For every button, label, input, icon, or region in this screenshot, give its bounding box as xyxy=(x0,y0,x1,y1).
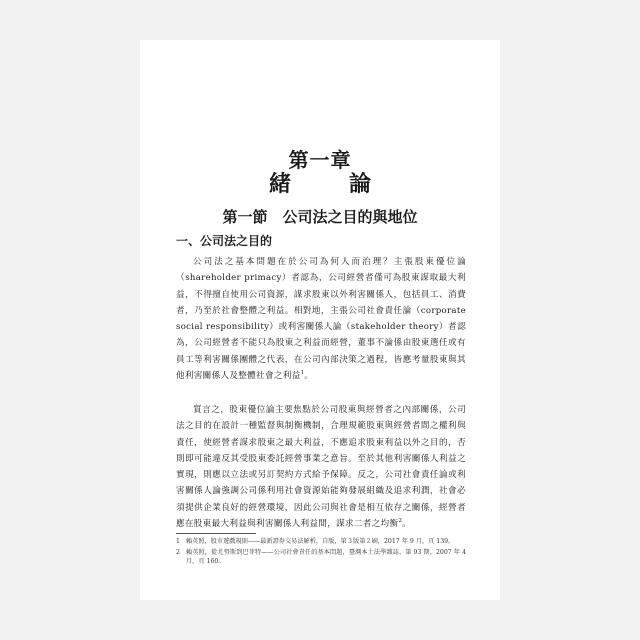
chapter-title: 緒 論 xyxy=(268,171,389,197)
footnote-text: 賴英照，從尤努斯到巴菲特——公司社會責任的基本問題，臺灣本土法學雜誌，第 93 期，2007 年 4 月，頁 160。 xyxy=(186,549,466,566)
chapter-number: 第一章 xyxy=(288,148,352,172)
section-heading: 第一節 公司法之目的與地位 xyxy=(222,208,418,226)
footnote-divider xyxy=(176,533,256,534)
subsection-heading: 一、公司法之目的 xyxy=(176,234,273,248)
footnote xyxy=(176,537,466,546)
body-paragraph xyxy=(176,402,466,532)
book-page xyxy=(140,40,500,600)
paragraph-end: 。 xyxy=(304,371,314,382)
footnote-number: 2 xyxy=(176,549,180,556)
footnote xyxy=(176,548,466,567)
footnote-reference: 2 xyxy=(398,518,403,525)
paragraph-text: 公司法之基本問題在於公司為何人而治理？主張股東優位論（shareholder primacy）者認為，公司經營者僅可為股東謀取最大利益，不得擅自使用公司資源，謀求股東以外利害關係人，包括員工、消費者，乃至於社會整體之利益。相對地，主張公司社會責任論（corporate social responsibility）或利害關係人論（stakeholder theory）者認為，公司經營者不能只為股東之利益而經營，董事不論係由股東選任或有員工等利害關係團體之代表，在公司內部決策之過程，皆應考量股東與其他利害關係人及整體社會之利益 xyxy=(176,257,466,382)
body-paragraph xyxy=(176,254,466,384)
footnote-reference: 1 xyxy=(300,370,305,377)
footnote-number: 1 xyxy=(176,538,180,545)
footnote-text: 賴英照，股市遊戲規則——最新證券交易法解析，自版，第３版第２刷，2017 年 9 月，頁 139。 xyxy=(186,538,455,545)
paragraph-text: 質言之，股東優位論主要焦點於公司股東與經營者之內部關係，公司法之目的在設計一種監督與制衡機制，合理規範股東與經營者間之權利與責任，使經營者謀求股東之最大利益，不應追求股東利益以外之目的，否則即可能違反其受股東委託經營事業之意旨。至於其他利害關係人利益之實現，則應以立法或另訂契約方式給予保障。反之，公司社會責任論或利害關係人論強調公司係利用社會資源始能夠發展組織及追求利潤，社會必須提供企業良好的經營環境，因此公司與社會是相互依存之關係，經營者應在股東最大利益與利害關係人利益間，謀求二者之均衡 xyxy=(176,405,466,530)
paragraph-end: 。 xyxy=(402,519,412,530)
